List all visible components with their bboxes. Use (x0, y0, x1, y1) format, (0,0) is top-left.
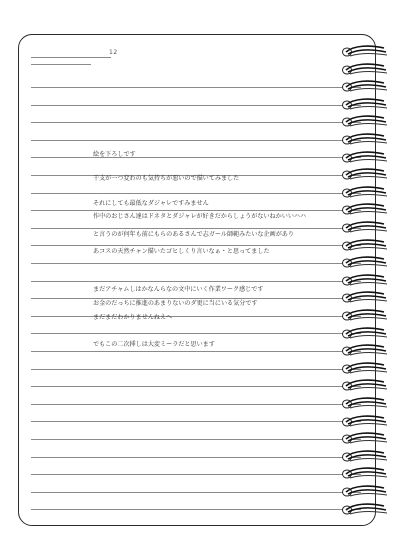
ruled-line (31, 333, 361, 334)
spiral-ring-icon (340, 62, 394, 76)
ruled-line (31, 245, 361, 246)
ruled-line (31, 122, 361, 123)
ruled-line (31, 193, 361, 194)
spiral-ring-icon (340, 79, 394, 93)
spiral-ring-icon (340, 150, 394, 164)
spiral-ring-icon (340, 326, 394, 340)
spiral-ring-icon (340, 308, 394, 322)
ruled-line (31, 404, 361, 405)
ruled-line (31, 316, 361, 317)
spiral-ring-icon (340, 220, 394, 234)
spiral-ring-icon (340, 414, 394, 428)
ruled-line (31, 105, 361, 106)
ruled-line (31, 157, 361, 158)
spiral-ring-icon (340, 484, 394, 498)
note-line-5: と言うのが何年も前にもらのあるさんで志ガール師範みたいな企画があり (93, 231, 294, 238)
note-line-2: 干支が一つ変わのも気持ちが悪いので描いてみました (93, 175, 240, 182)
spiral-ring-icon (340, 273, 394, 287)
spiral-ring-icon (340, 378, 394, 392)
ruled-line (31, 140, 361, 141)
ruled-line (31, 492, 361, 493)
spiral-ring-icon (340, 185, 394, 199)
spiral-ring-icon (340, 238, 394, 252)
note-line-10: でもこの二次挿しは大変ミーラだと思います (93, 341, 215, 348)
ruled-line (31, 509, 361, 510)
spiral-ring-icon (340, 502, 394, 516)
note-line-7: まだアチャムしはかなんらなの文中にいく作業ワーク感じです (93, 286, 264, 293)
notebook-page (18, 34, 376, 526)
spiral-ring-icon (340, 44, 394, 58)
header-rule-short (31, 64, 91, 65)
spiral-ring-icon (340, 290, 394, 304)
spiral-ring-icon (340, 466, 394, 480)
spiral-ring-icon (340, 396, 394, 410)
spiral-ring-icon (340, 132, 394, 146)
note-line-9: まだまだわかりませんねえへ (93, 314, 173, 321)
spiral-ring-icon (340, 202, 394, 216)
ruled-line (31, 386, 361, 387)
spiral-ring-icon (340, 97, 394, 111)
header-rule (31, 57, 111, 58)
spiral-ring-icon (340, 449, 394, 463)
spiral-ring-icon (340, 343, 394, 357)
ruled-line (31, 421, 361, 422)
spiral-binding (340, 44, 400, 524)
spiral-ring-icon (340, 431, 394, 445)
ruled-line (31, 228, 361, 229)
spiral-ring-icon (340, 361, 394, 375)
ruled-line (31, 369, 361, 370)
ruled-line (31, 281, 361, 282)
ruled-line (31, 87, 361, 88)
ruled-line (31, 457, 361, 458)
page-number: 12 (109, 49, 118, 56)
ruled-lines (19, 35, 375, 525)
spiral-ring-icon (340, 114, 394, 128)
note-line-1: 絵を下ろしです (93, 151, 136, 158)
ruled-line (31, 474, 361, 475)
spiral-ring-icon (340, 167, 394, 181)
ruled-line (31, 439, 361, 440)
ruled-line (31, 351, 361, 352)
ruled-line (31, 210, 361, 211)
note-line-8: お金のだっちに推進のあまりないのダ更に当にいる気分です (93, 300, 258, 307)
note-line-4: 作中のおじさん達はドネタとダジャレが好きだからしょうがないねかいいハハ (93, 213, 307, 220)
note-line-6: あコスの天然チャン描いたゴヒしくり言いなぁ・と思ってました (93, 248, 270, 255)
ruled-line (31, 263, 361, 264)
note-line-3: それにしても最低なダジャレですみません (93, 200, 209, 207)
spiral-ring-icon (340, 255, 394, 269)
